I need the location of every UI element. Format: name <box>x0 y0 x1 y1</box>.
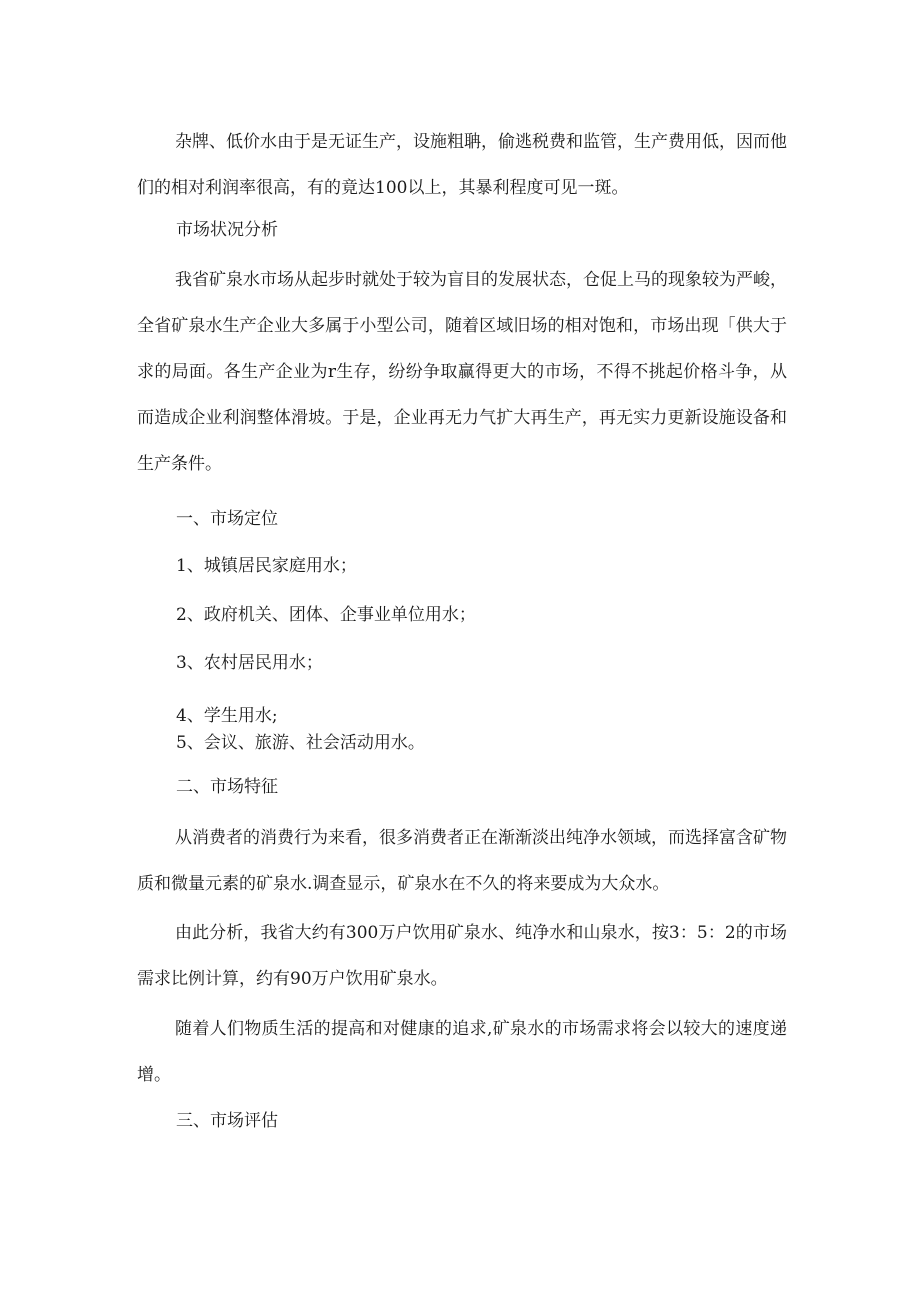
paragraph-demand-analysis: 由此分析，我省大约有300万户饮用矿泉水、纯净水和山泉水，按3：5：2的市场需求比例计算，约有90万户饮用矿泉水。 <box>137 923 787 989</box>
list-item-positioning-3: 3、农村居民用水； <box>176 653 323 673</box>
list-item-positioning-2: 2、政府机关、团体、企事业单位用水； <box>176 605 476 625</box>
list-item-positioning-5: 5、会议、旅游、社会活动用水。 <box>176 733 425 753</box>
heading-market-evaluation: 三、市场评估 <box>176 1111 278 1131</box>
paragraph-demand-growth: 随着人们物质生活的提高和对健康的追求,矿泉水的市场需求将会以较大的速度递增。 <box>137 1019 787 1085</box>
heading-market-features: 二、市场特征 <box>176 777 278 797</box>
paragraph-consumer-behavior: 从消费者的消费行为来看，很多消费者正在渐渐淡出纯净水领域，而选择富含矿物质和微量元素的矿泉水.调查显示，矿泉水在不久的将来要成为大众水。 <box>137 828 787 894</box>
heading-market-positioning: 一、市场定位 <box>176 509 278 529</box>
paragraph-profit: 杂牌、低价水由于是无证生产，设施粗聃，偷逃税费和监管，生产费用低，因而他们的相对利润率很高，有的竟达100以上，其暴利程度可见一斑。 <box>137 132 787 198</box>
list-item-positioning-4: 4、学生用水; <box>176 706 278 726</box>
paragraph-market-status: 我省矿泉水市场从起步时就处于较为盲目的发展状态，仓促上马的现象较为严峻，全省矿泉水生产企业大多属于小型公司，随着区域旧场的相对饱和，市场出现「供大于求的局面。各生产企业为r生存，纷纷争取赢得更大的市场，不得不挑起价格斗争，从而造成企业利润整体滑坡。于是，企业再无力气扩大再生产，再无实力更新设施设备和生产条件。 <box>137 270 787 474</box>
heading-market-status: 市场状况分析 <box>176 220 278 240</box>
list-item-positioning-1: 1、城镇居民家庭用水； <box>176 556 357 576</box>
